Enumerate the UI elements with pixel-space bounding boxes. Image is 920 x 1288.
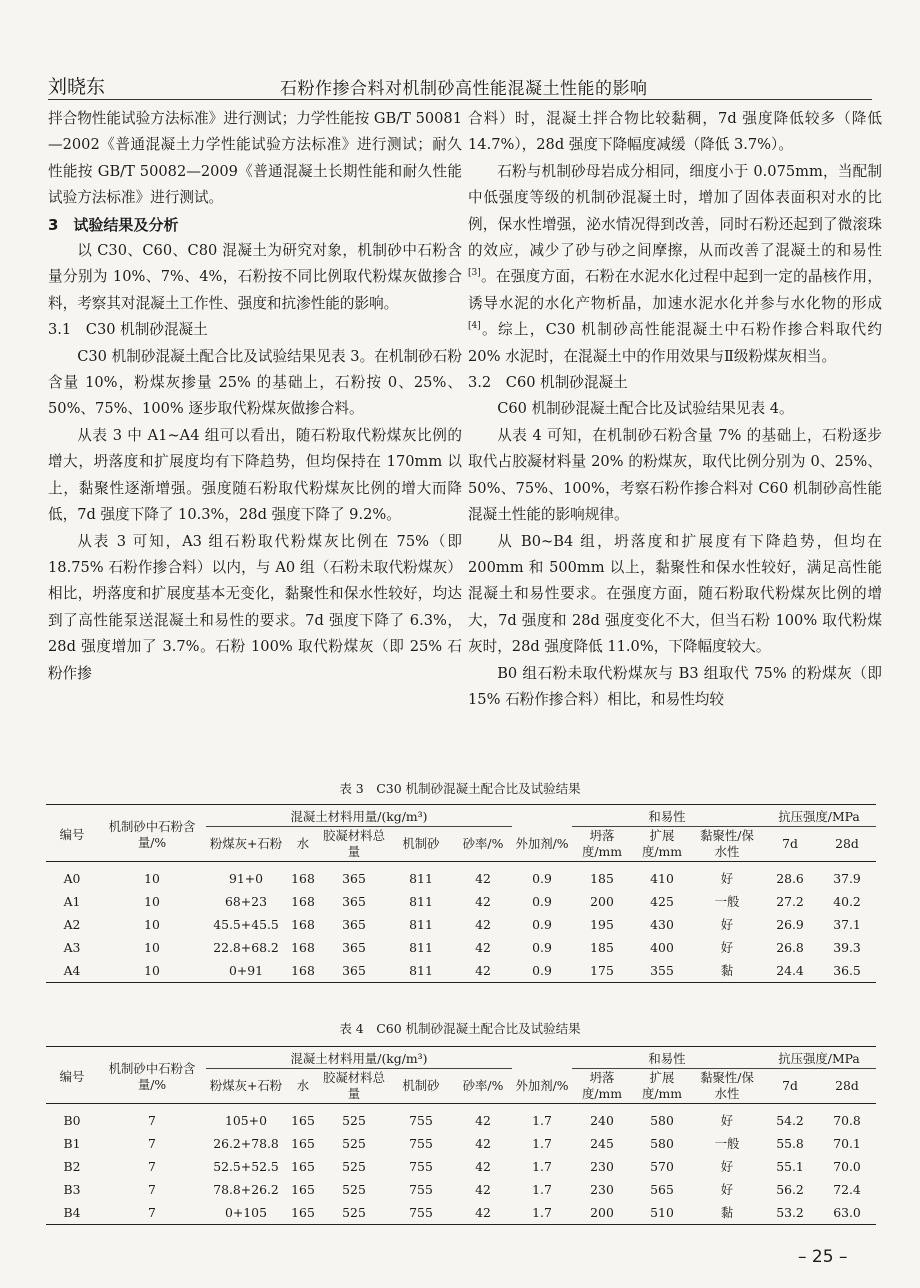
table-cell: 811 bbox=[388, 959, 454, 983]
col-header-id: 编号 bbox=[46, 805, 98, 862]
left-column bbox=[48, 106, 462, 687]
col-header-7d: 7d bbox=[762, 1069, 818, 1104]
col-header-stone: 机制砂中石粉含量/% bbox=[98, 1047, 206, 1104]
table-cell: 42 bbox=[475, 893, 491, 909]
table-cell: 70.1 bbox=[833, 1135, 861, 1151]
table-cell: 185 bbox=[590, 870, 614, 886]
table-cell: 7 bbox=[148, 1135, 156, 1151]
table-cell: 168 bbox=[291, 870, 315, 886]
table-cell: 755 bbox=[409, 1112, 433, 1128]
table-cell: 200 bbox=[590, 893, 614, 909]
col-header-strength-group: 抗压强度/MPa bbox=[762, 1047, 876, 1069]
table-cell: 1.7 bbox=[512, 1201, 572, 1225]
table-cell: 811 bbox=[409, 893, 433, 909]
col-header-work-group: 和易性 bbox=[572, 805, 762, 827]
table-cell: 63.0 bbox=[818, 1201, 876, 1225]
paragraph: 拌合物性能试验方法标准》进行测试；力学性能按 GB/T 50081—2002《普通混凝土力学性能试验方法标准》进行测试；耐久性能按 GB/T 50082—2009《普通混凝土长期性能和耐久性能试验方法标准》进行测试。 bbox=[48, 110, 462, 207]
table-cell: 27.2 bbox=[776, 893, 804, 909]
table-cell: 811 bbox=[409, 939, 433, 955]
table-cell: A2 bbox=[63, 916, 81, 932]
header-author: 刘晓东 bbox=[48, 76, 106, 98]
table-cell: B4 bbox=[46, 1201, 98, 1225]
table-cell: 195 bbox=[590, 916, 614, 932]
col-header-cohesion: 黏聚性/保水性 bbox=[692, 827, 762, 862]
table-cell: 53.2 bbox=[762, 1201, 818, 1225]
table4 bbox=[46, 1046, 876, 1225]
table-cell: B2 bbox=[63, 1158, 81, 1174]
col-header-spread: 扩展度/mm bbox=[632, 1069, 692, 1104]
spacer bbox=[512, 805, 572, 827]
table-row bbox=[46, 1201, 876, 1225]
table-cell: 好 bbox=[720, 1181, 734, 1197]
table-cell: 91+0 bbox=[228, 870, 264, 886]
table-cell: 580 bbox=[650, 1112, 674, 1128]
col-header-ratio: 砂率/% bbox=[454, 827, 512, 862]
table-cell: 黏 bbox=[692, 1201, 762, 1225]
table-cell: 42 bbox=[475, 1135, 491, 1151]
table-cell: A3 bbox=[63, 939, 81, 955]
table-cell: 510 bbox=[632, 1201, 692, 1225]
page-number: – 25 – bbox=[798, 1247, 848, 1267]
paragraph: 从表 3 中 A1~A4 组可以看出，随石粉取代粉煤灰比例的增大，坍落度和扩展度均有下降趋势，但均保持在 170mm 以上，黏聚性逐渐增强。强度随石粉取代粉煤灰比例的增大而降低，7d 强度下降了 10.3%，28d 强度下降了 9.2%。 bbox=[48, 426, 463, 524]
col-header-additive: 外加剂/% bbox=[512, 1069, 572, 1104]
table-cell: 365 bbox=[342, 870, 366, 886]
col-header-cohesion: 黏聚性/保水性 bbox=[692, 1069, 762, 1104]
table-cell: 24.4 bbox=[762, 959, 818, 983]
right-column bbox=[468, 106, 882, 713]
paragraph bbox=[468, 159, 882, 370]
col-header-mix-group: 混凝土材料用量/(kg/m³) bbox=[206, 805, 512, 827]
table-row bbox=[46, 890, 876, 913]
table-cell: 755 bbox=[409, 1135, 433, 1151]
table-cell: 525 bbox=[342, 1135, 366, 1151]
header-rule bbox=[48, 99, 872, 100]
table-cell: 430 bbox=[650, 916, 674, 932]
table-cell: 811 bbox=[409, 916, 433, 932]
table-cell: 0.9 bbox=[532, 916, 552, 932]
table-cell: 37.9 bbox=[833, 870, 861, 886]
col-header-7d: 7d bbox=[762, 827, 818, 862]
table-cell: 165 bbox=[291, 1181, 315, 1197]
table-cell: 0+91 bbox=[206, 959, 286, 983]
col-header-additive: 外加剂/% bbox=[512, 827, 572, 862]
table-cell: 1.7 bbox=[532, 1181, 552, 1197]
table-cell: 10 bbox=[144, 870, 160, 886]
table-cell: 570 bbox=[650, 1158, 674, 1174]
table-cell: 42 bbox=[475, 916, 491, 932]
table4-caption: 表 4 C60 机制砂混凝土配合比及试验结果 bbox=[339, 1021, 581, 1036]
table-cell: 168 bbox=[286, 959, 320, 983]
table3-body bbox=[46, 862, 876, 983]
table-cell: 365 bbox=[342, 916, 366, 932]
table-cell: 755 bbox=[388, 1201, 454, 1225]
col-header-work-group: 和易性 bbox=[572, 1047, 762, 1069]
text-run: 。综上，C30 机制砂高性能混凝土中石粉作掺合料取代约 20% 水泥时，在混凝土中的作用效果与Ⅱ级粉煤灰相当。 bbox=[468, 321, 882, 365]
paragraph: C60 机制砂混凝土配合比及试验结果见表 4。 bbox=[497, 400, 794, 418]
table-cell: 580 bbox=[650, 1135, 674, 1151]
table-cell: 28.6 bbox=[776, 870, 804, 886]
col-header-28d: 28d bbox=[818, 1069, 876, 1104]
table-cell: 一般 bbox=[714, 1135, 740, 1151]
table-cell: 好 bbox=[720, 1112, 734, 1128]
table-cell: 168 bbox=[291, 916, 315, 932]
table-cell: 36.5 bbox=[818, 959, 876, 983]
table-row bbox=[46, 1178, 876, 1201]
table-cell: 42 bbox=[475, 1112, 491, 1128]
table-row bbox=[46, 1155, 876, 1178]
text-run: 。在强度方面，石粉在水泥水化过程中起到一定的晶核作用，诱导水泥的水化产物析晶，加速水泥水化并参与水化物的形成 bbox=[468, 268, 882, 312]
table-cell: 365 bbox=[320, 959, 388, 983]
table-cell: 26.8 bbox=[776, 939, 804, 955]
citation-ref: [4] bbox=[468, 321, 481, 332]
table-cell: 68+23 bbox=[225, 893, 267, 909]
table-cell: 425 bbox=[650, 893, 674, 909]
table4-body bbox=[46, 1104, 876, 1225]
table-cell: 42 bbox=[454, 959, 512, 983]
table-cell: 1.7 bbox=[532, 1158, 552, 1174]
paragraph: B0 组石粉未取代粉煤灰与 B3 组取代 75% 的粉煤灰（即 15% 石粉作掺合料）相比，和易性均较 bbox=[468, 664, 882, 708]
table-cell: 365 bbox=[342, 939, 366, 955]
table-cell: 230 bbox=[590, 1158, 614, 1174]
table-cell: 0.9 bbox=[532, 893, 552, 909]
table-cell: 168 bbox=[291, 939, 315, 955]
table-cell: 54.2 bbox=[776, 1112, 804, 1128]
table-cell: A1 bbox=[63, 893, 81, 909]
table-cell: 165 bbox=[291, 1112, 315, 1128]
table-cell: 39.3 bbox=[833, 939, 861, 955]
table-cell: 200 bbox=[572, 1201, 632, 1225]
table-cell: 175 bbox=[572, 959, 632, 983]
table-cell: 好 bbox=[720, 1158, 734, 1174]
table-cell: 10 bbox=[98, 959, 206, 983]
table-cell: 70.8 bbox=[833, 1112, 861, 1128]
table-cell: 0.9 bbox=[512, 959, 572, 983]
col-header-slump: 坍落度/mm bbox=[572, 1069, 632, 1104]
table-cell: 365 bbox=[342, 893, 366, 909]
table-cell: 10 bbox=[144, 939, 160, 955]
table-cell: 811 bbox=[409, 870, 433, 886]
table-row bbox=[46, 1104, 876, 1133]
table-cell: 245 bbox=[590, 1135, 614, 1151]
table-cell: 0+105 bbox=[206, 1201, 286, 1225]
col-header-water: 水 bbox=[286, 1069, 320, 1104]
table-cell: B1 bbox=[63, 1135, 81, 1151]
table-cell: 185 bbox=[590, 939, 614, 955]
paragraph: 以 C30、C60、C80 混凝土为研究对象，机制砂中石粉含量分别为 10%、7%、4%，石粉按不同比例取代粉煤灰做掺合料，考察其对混凝土工作性、强度和抗渗性能的影响。 bbox=[48, 242, 462, 312]
table-cell: 165 bbox=[291, 1158, 315, 1174]
running-header bbox=[48, 72, 872, 100]
table-cell: 105+0 bbox=[225, 1112, 267, 1128]
table-cell: 525 bbox=[342, 1181, 366, 1197]
table-cell: 55.8 bbox=[776, 1135, 804, 1151]
table-row bbox=[46, 913, 876, 936]
table-cell: 70.0 bbox=[833, 1158, 861, 1174]
table-cell: 好 bbox=[720, 916, 734, 932]
section-heading: 3 试验结果及分析 bbox=[48, 215, 179, 234]
table-cell: 52.5+52.5 bbox=[213, 1158, 279, 1174]
table-cell: 42 bbox=[475, 1181, 491, 1197]
table-cell: B3 bbox=[63, 1181, 81, 1197]
col-header-spread: 扩展度/mm bbox=[632, 827, 692, 862]
table-cell: 410 bbox=[650, 870, 674, 886]
table-cell: 78.8+26.2 bbox=[213, 1181, 279, 1197]
header-title: 石粉作掺合料对机制砂高性能混凝土性能的影响 bbox=[280, 79, 648, 99]
table-cell: 好 bbox=[720, 939, 734, 955]
col-header-strength-group: 抗压强度/MPa bbox=[762, 805, 876, 827]
table-cell: 42 bbox=[475, 1158, 491, 1174]
col-header-slump: 坍落度/mm bbox=[572, 827, 632, 862]
table-cell: 355 bbox=[632, 959, 692, 983]
paragraph: 从表 3 可知，A3 组石粉取代粉煤灰比例在 75%（即 18.75% 石粉作掺合料）以内，与 A0 组（石粉未取代粉煤灰）相比，坍落度和扩展度基本无变化，黏聚性和保水性较好，均达到了高性能泵送混凝土和易性的要求。7d 强度下降了 6.3%，28d 强度增加了 3.7%。石粉 100% 取代粉煤灰（即 25% 石粉作掺 bbox=[48, 532, 462, 682]
table-cell: 7 bbox=[98, 1201, 206, 1225]
table-cell: 755 bbox=[409, 1181, 433, 1197]
table-cell: 525 bbox=[342, 1158, 366, 1174]
citation-ref: [3] bbox=[468, 268, 481, 279]
table-cell: A0 bbox=[63, 870, 81, 886]
col-header-water: 水 bbox=[286, 827, 320, 862]
table-cell: 7 bbox=[148, 1181, 156, 1197]
paragraph: C30 机制砂混凝土配合比及试验结果见表 3。在机制砂石粉含量 10%，粉煤灰掺量 25% 的基础上，石粉按 0、25%、50%、75%、100% 逐步取代粉煤灰做掺合料。 bbox=[48, 347, 462, 418]
table3-caption: 表 3 C30 机制砂混凝土配合比及试验结果 bbox=[339, 781, 581, 796]
col-header-mix-group: 混凝土材料用量/(kg/m³) bbox=[206, 1047, 512, 1069]
table-cell: 黏 bbox=[692, 959, 762, 983]
spacer bbox=[512, 1047, 572, 1069]
table-cell: 好 bbox=[720, 870, 734, 886]
table-row bbox=[46, 936, 876, 959]
table-cell: 一般 bbox=[714, 893, 740, 909]
table-cell: 26.9 bbox=[776, 916, 804, 932]
table-cell: 1.7 bbox=[532, 1112, 552, 1128]
table-cell: 45.5+45.5 bbox=[213, 916, 279, 932]
table-cell: 165 bbox=[291, 1135, 315, 1151]
table-cell: 1.7 bbox=[532, 1135, 552, 1151]
paragraph: 从表 4 可知，在机制砂石粉含量 7% 的基础上，石粉逐步取代占胶凝材料量 20% 的粉煤灰，取代比例分别为 0、25%、50%、75%、100%，考察石粉作掺合料对 C60 机制砂高性能混凝土性能的影响规律。 bbox=[468, 426, 882, 524]
table-cell: 168 bbox=[291, 893, 315, 909]
col-header-id: 编号 bbox=[46, 1047, 98, 1104]
table-cell: 42 bbox=[454, 1201, 512, 1225]
table-cell: 525 bbox=[342, 1112, 366, 1128]
col-header-stone: 机制砂中石粉含量/% bbox=[98, 805, 206, 862]
col-header-sand: 机制砂 bbox=[388, 1069, 454, 1104]
table-cell: 0.9 bbox=[532, 870, 552, 886]
table-cell: 10 bbox=[144, 916, 160, 932]
table-cell: 40.2 bbox=[833, 893, 861, 909]
table-cell: 10 bbox=[144, 893, 160, 909]
table-cell: 565 bbox=[650, 1181, 674, 1197]
col-header-binder: 胶凝材料总量 bbox=[320, 827, 388, 862]
table-cell: 7 bbox=[148, 1112, 156, 1128]
table-cell: 56.2 bbox=[776, 1181, 804, 1197]
table-row bbox=[46, 959, 876, 983]
table-cell: 37.1 bbox=[833, 916, 861, 932]
col-header-fly: 粉煤灰+石粉 bbox=[206, 827, 286, 862]
table-cell: 230 bbox=[590, 1181, 614, 1197]
paragraph: 合料）时，混凝土拌合物比较黏稠，7d 强度降低较多（降低 14.7%），28d 强度下降幅度减缓（降低 3.7%）。 bbox=[468, 110, 882, 154]
table-cell: 22.8+68.2 bbox=[213, 939, 279, 955]
paragraph: 从 B0~B4 组，坍落度和扩展度有下降趋势，但均在 200mm 和 500mm 以上，黏聚性和保水性较好，满足高性能混凝土和易性要求。在强度方面，随石粉取代粉煤灰比例的增大，7d 强度和 28d 强度变化不大，但当石粉 100% 取代粉煤灰时，28d 强度降低 11.0%，下降幅度较大。 bbox=[468, 532, 882, 656]
table3 bbox=[46, 804, 876, 983]
table-cell: 400 bbox=[650, 939, 674, 955]
table-row bbox=[46, 1132, 876, 1155]
table-cell: 7 bbox=[148, 1158, 156, 1174]
subsection-heading: 3.1 C30 机制砂混凝土 bbox=[48, 321, 208, 339]
table-cell: 42 bbox=[475, 939, 491, 955]
table-cell: 0.9 bbox=[532, 939, 552, 955]
table-cell: 525 bbox=[320, 1201, 388, 1225]
table-cell: 165 bbox=[286, 1201, 320, 1225]
table-cell: 72.4 bbox=[833, 1181, 861, 1197]
table-cell: A4 bbox=[46, 959, 98, 983]
col-header-ratio: 砂率/% bbox=[454, 1069, 512, 1104]
table-cell: 55.1 bbox=[776, 1158, 804, 1174]
table-cell: 42 bbox=[475, 870, 491, 886]
table-row bbox=[46, 862, 876, 891]
table-cell: 755 bbox=[409, 1158, 433, 1174]
col-header-binder: 胶凝材料总量 bbox=[320, 1069, 388, 1104]
table-cell: 240 bbox=[590, 1112, 614, 1128]
col-header-fly: 粉煤灰+石粉 bbox=[206, 1069, 286, 1104]
table-cell: B0 bbox=[63, 1112, 81, 1128]
subsection-heading: 3.2 C60 机制砂混凝土 bbox=[468, 374, 628, 392]
col-header-sand: 机制砂 bbox=[388, 827, 454, 862]
text-run: 石粉与机制砂母岩成分相同，细度小于 0.075mm，当配制中低强度等级的机制砂混凝土时，增加了固体表面积对水的比例，保水性增强，泌水情况得到改善，同时石粉还起到了微滚珠的效应，减少了砂与砂之间摩擦，从而改善了混凝土的和易性 bbox=[468, 162, 882, 260]
col-header-28d: 28d bbox=[818, 827, 876, 862]
table-cell: 26.2+78.8 bbox=[213, 1135, 279, 1151]
